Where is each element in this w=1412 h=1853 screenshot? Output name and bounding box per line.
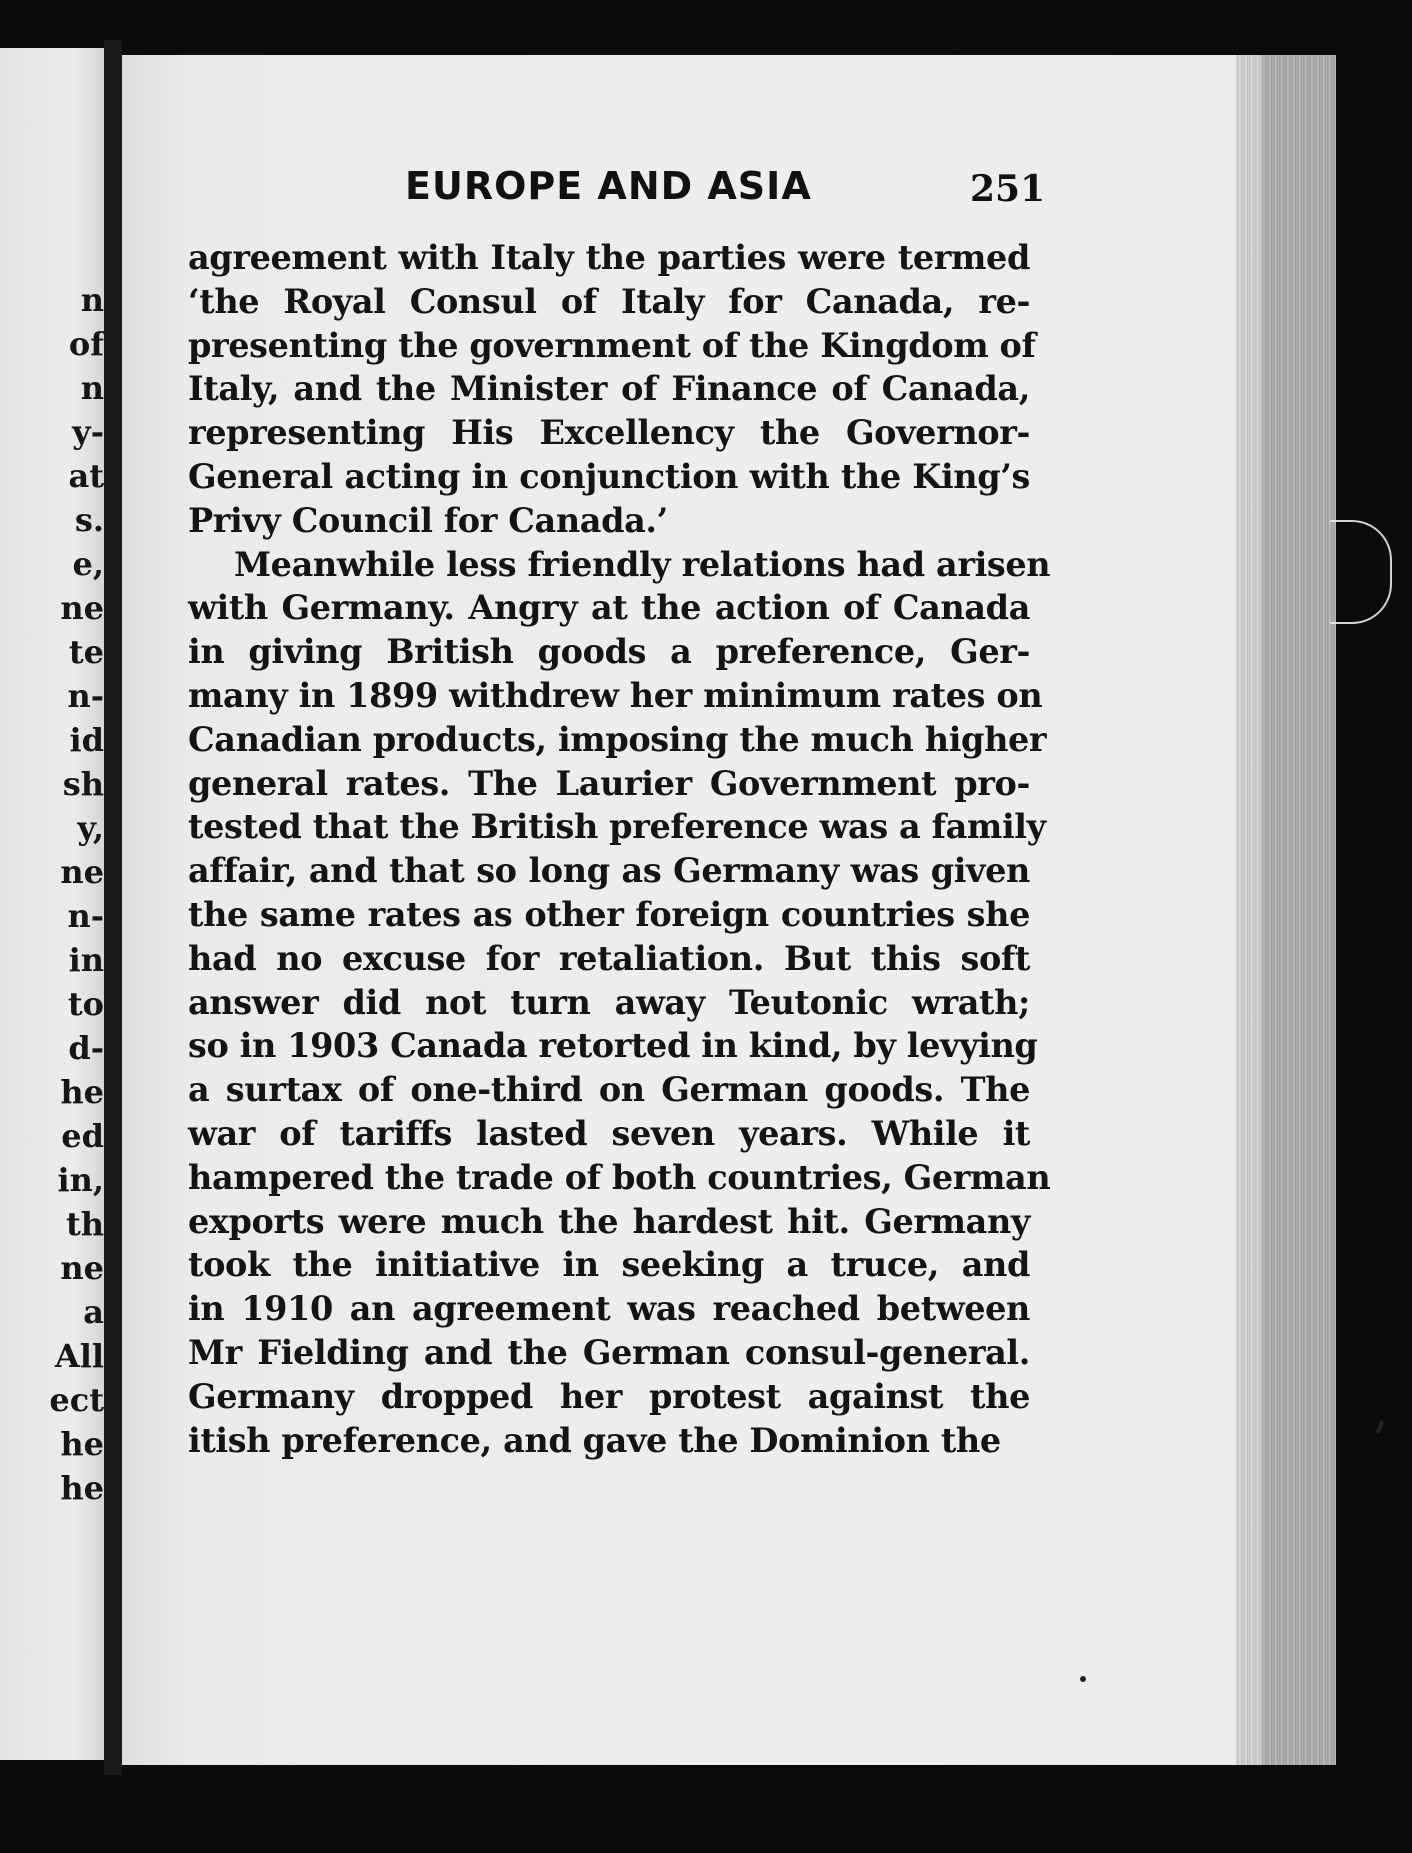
previous-page-fragment: d-: [68, 1029, 104, 1067]
previous-page-fragment: n: [80, 369, 104, 407]
text-line: took the initiative in seeking a truce, and: [188, 1245, 1030, 1285]
text-line: exports were much the hardest hit. Germany: [188, 1201, 1030, 1241]
previous-page-fragment: ne: [60, 1249, 104, 1287]
previous-page-fragment: id: [69, 721, 104, 759]
body-text: [188, 236, 1051, 1462]
previous-page-fragment: at: [68, 457, 104, 495]
previous-page-fragment: a: [83, 1293, 104, 1331]
previous-page-fragment: of: [68, 325, 104, 363]
text-line: with Germany. Angry at the action of Canada: [188, 588, 1030, 628]
dust-speck: [1376, 1420, 1385, 1435]
text-line: itish preference, and gave the Dominion the: [188, 1420, 1001, 1460]
previous-page-fragment: ne: [60, 853, 104, 891]
text-line: Mr Fielding and the German consul-general.: [188, 1332, 1030, 1372]
previous-page-fragment: n: [80, 281, 104, 319]
text-line: war of tariffs lasted seven years. While it: [188, 1113, 1030, 1153]
text-line: a surtax of one-third on German goods. The: [188, 1070, 1030, 1110]
previous-page-fragment: he: [60, 1469, 104, 1507]
previous-page-fragment: he: [60, 1425, 104, 1463]
text-line: in 1910 an agreement was reached between: [188, 1289, 1030, 1329]
page-stack-edge: [1236, 55, 1336, 1765]
previous-page-fragment: y-: [72, 413, 104, 451]
text-line: General acting in conjunction with the King’s: [188, 456, 1030, 496]
text-line: affair, and that so long as Germany was given: [188, 851, 1030, 891]
text-line: had no excuse for retaliation. But this soft: [188, 938, 1030, 978]
text-line: the same rates as other foreign countries she: [188, 894, 1030, 934]
previous-page-fragment: All: [54, 1337, 104, 1375]
text-line: Germany dropped her protest against the: [188, 1376, 1030, 1416]
text-line: general rates. The Laurier Government pro-: [188, 763, 1030, 803]
page-clip-mark: [1330, 520, 1392, 624]
previous-page-fragment: s.: [74, 501, 104, 539]
book-gutter: [104, 40, 122, 1775]
previous-page-text-fragments: [0, 278, 104, 1510]
text-line: answer did not turn away Teutonic wrath;: [188, 982, 1030, 1022]
text-line: Italy, and the Minister of Finance of Canada,: [188, 369, 1030, 409]
previous-page-fragment: e,: [72, 545, 104, 583]
running-head-title: EUROPE AND ASIA: [405, 164, 812, 208]
previous-page-fragment: to: [67, 985, 104, 1023]
previous-page-fragment: ect: [49, 1381, 104, 1419]
text-line: representing His Excellency the Governor-: [188, 413, 1030, 453]
text-line: Meanwhile less friendly relations had arisen: [234, 544, 1051, 584]
text-line: so in 1903 Canada retorted in kind, by levying: [188, 1026, 1038, 1066]
dust-speck: [1080, 1676, 1086, 1682]
previous-page-fragment: n-: [67, 897, 104, 935]
text-line: in giving British goods a preference, Ger-: [188, 632, 1030, 672]
text-line: tested that the British preference was a family: [188, 807, 1046, 847]
previous-page-fragment: n-: [67, 677, 104, 715]
previous-page-fragment: ne: [60, 589, 104, 627]
previous-page-fragment: in,: [57, 1161, 104, 1199]
previous-page-fragment: y,: [77, 809, 104, 847]
text-line: presenting the government of the Kingdom of: [188, 325, 1036, 365]
previous-page-fragment: ed: [61, 1117, 104, 1155]
text-line: Privy Council for Canada.’: [188, 500, 668, 540]
previous-page-fragment: he: [60, 1073, 104, 1111]
previous-page-fragment: te: [68, 633, 104, 671]
previous-page-fragment: sh: [62, 765, 104, 803]
running-head: [122, 164, 1262, 214]
text-line: hampered the trade of both countries, German: [188, 1157, 1051, 1197]
previous-page: [0, 48, 104, 1760]
page-number: 251: [970, 168, 1046, 210]
text-line: many in 1899 withdrew her minimum rates on: [188, 675, 1043, 715]
previous-page-fragment: in: [68, 941, 104, 979]
text-line: ‘the Royal Consul of Italy for Canada, re-: [188, 281, 1030, 321]
text-line: Canadian products, imposing the much higher: [188, 719, 1047, 759]
text-line: agreement with Italy the parties were termed: [188, 238, 1030, 277]
previous-page-fragment: th: [65, 1205, 104, 1243]
